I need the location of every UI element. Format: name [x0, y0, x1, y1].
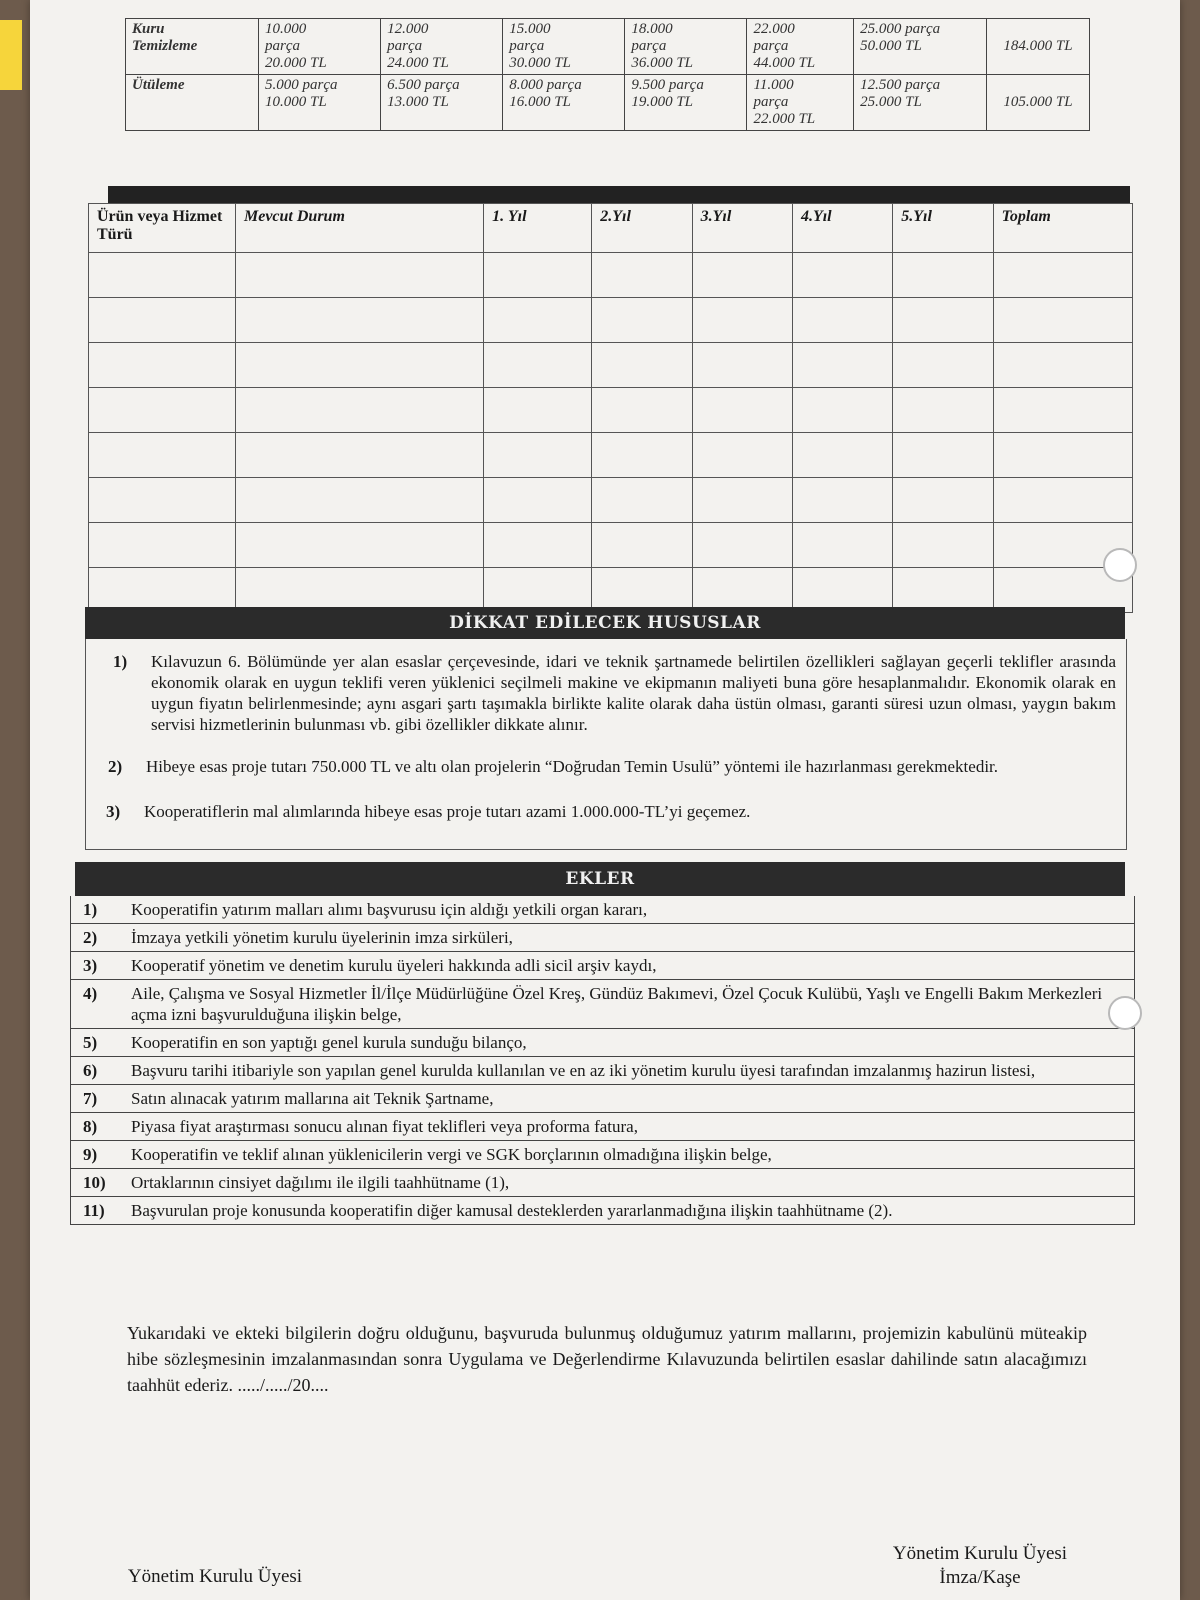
- item-number: 1): [83, 900, 98, 919]
- table-cell[interactable]: [89, 568, 236, 613]
- table-cell[interactable]: [484, 343, 592, 388]
- signature-subtitle: İmza/Kaşe: [939, 1567, 1021, 1588]
- right-signature: [850, 1542, 1110, 1590]
- item-text: Satın alınacak yatırım mallarına ait Teknik Şartname,: [131, 1089, 494, 1108]
- table-cell[interactable]: [484, 298, 592, 343]
- table-cell[interactable]: [792, 388, 892, 433]
- list-item: [70, 896, 1135, 924]
- note-text: Kılavuzun 6. Bölümünde yer alan esaslar çerçevesinde, idari ve teknik şartnamede belirtilen özellikleri sağlayan geçerli teklifler arasında ekonomik olarak en uygun teklifi veren yüklenici seçilmeli makine ve ekipmanın maliyeti buna göre hesaplanmalıdır. Ekonomik olarak en uygun fiyatın belirlenmesinde; aynı asgari şartı taşımakla birlikte kalite olarak daha üstün olması, garanti süresi uzun olması, yaygın bakım servisi hizmetlerinin bulunması vb. gibi özellikler dikkate alınır.: [151, 652, 1116, 734]
- table-cell[interactable]: [893, 568, 993, 613]
- pledge-text: Yukarıdaki ve ekteki bilgilerin doğru olduğunu, başvuruda bulunmuş olduğumuz yatırım mallarını, projemizin kabulünü müteakip hibe sözleşmesinin imzalanmasından sonra Uygulama ve Değerlendirme Kılavuzunda belirtilen esaslar dahilinde satın alacağımızı taahhüt ederiz. ...../...../20....: [127, 1323, 1087, 1395]
- row-total: 184.000 TL: [987, 19, 1090, 75]
- price-cell: 25.000 parça 50.000 TL: [854, 19, 987, 75]
- notes-title: DİKKAT EDİLECEK HUSUSLAR: [85, 607, 1125, 639]
- table-cell[interactable]: [484, 388, 592, 433]
- item-number: 5): [83, 1033, 98, 1052]
- table-row: [89, 478, 1133, 523]
- table-cell[interactable]: [484, 568, 592, 613]
- price-cell: 10.000 parça 20.000 TL: [259, 19, 381, 75]
- item-text: Ortaklarının cinsiyet dağılımı ile ilgili taahhütname (1),: [131, 1173, 510, 1192]
- note-number: 1): [113, 652, 128, 671]
- row-label: Ütüleme: [126, 75, 259, 131]
- list-item: [70, 952, 1135, 980]
- item-text: İmzaya yetkili yönetim kurulu üyelerinin imza sirküleri,: [131, 928, 513, 947]
- table-row: [89, 343, 1133, 388]
- punch-hole: [1108, 996, 1142, 1030]
- table-cell[interactable]: [89, 388, 236, 433]
- table-cell[interactable]: [692, 433, 792, 478]
- note-text: Kooperatiflerin mal alımlarında hibeye esas proje tutarı azami 1.000.000-TL’yi geçemez.: [144, 802, 751, 821]
- table-cell[interactable]: [89, 478, 236, 523]
- item-text: Kooperatifin ve teklif alınan yüklenicilerin vergi ve SGK borçlarının olmadığına ilişkin belge,: [131, 1145, 772, 1164]
- price-cell: 9.500 parça 19.000 TL: [625, 75, 747, 131]
- item-text: Başvuru tarihi itibariyle son yapılan genel kurulda kullanılan ve en az iki yönetim kurulu üyesi tarafından imzalanmış hazirun listesi,: [131, 1061, 1036, 1080]
- price-cell: 18.000 parça 36.000 TL: [625, 19, 747, 75]
- table-cell[interactable]: [893, 253, 993, 298]
- signature-title: Yönetim Kurulu Üyesi: [127, 1566, 303, 1587]
- item-text: Başvurulan proje konusunda kooperatifin diğer kamusal desteklerden yararlanmadığına ilişkin taahhütname (2).: [131, 1201, 893, 1220]
- item-text: Aile, Çalışma ve Sosyal Hizmetler İl/İlçe Müdürlüğüne Özel Kreş, Gündüz Bakımevi, Özel Çocuk Kulübü, Yaşlı ve Engelli Bakım Merkezleri açma izni başvurulduğuna ilişkin belge,: [131, 984, 1103, 1024]
- table-cell[interactable]: [236, 388, 484, 433]
- list-item: [70, 1197, 1135, 1225]
- list-item: [70, 1113, 1135, 1141]
- note-number: 3): [106, 802, 121, 821]
- row-label: Kuru Temizleme: [126, 19, 259, 75]
- list-item: [70, 1085, 1135, 1113]
- table-row: [89, 568, 1133, 613]
- price-cell: 11.000 parça 22.000 TL: [747, 75, 854, 131]
- table-cell[interactable]: [484, 523, 592, 568]
- item-text: Kooperatifin yatırım malları alımı başvurusu için aldığı yetkili organ kararı,: [131, 900, 648, 919]
- table-cell[interactable]: [89, 433, 236, 478]
- table-cell[interactable]: [993, 478, 1132, 523]
- table-cell[interactable]: [592, 388, 692, 433]
- table-cell[interactable]: [692, 298, 792, 343]
- table-cell[interactable]: [236, 568, 484, 613]
- item-number: 7): [83, 1089, 98, 1108]
- column-header: Mevcut Durum: [236, 204, 484, 253]
- column-header: 5.Yıl: [893, 204, 993, 253]
- table-cell[interactable]: [692, 523, 792, 568]
- table-cell[interactable]: [592, 343, 692, 388]
- column-header: 1. Yıl: [484, 204, 592, 253]
- list-item: [70, 1169, 1135, 1197]
- table-cell[interactable]: [893, 478, 993, 523]
- table-cell[interactable]: [893, 523, 993, 568]
- table-cell[interactable]: [692, 388, 792, 433]
- table-cell[interactable]: [993, 253, 1132, 298]
- list-item: [70, 1141, 1135, 1169]
- table-cell[interactable]: [89, 253, 236, 298]
- list-item: [70, 924, 1135, 952]
- table-cell[interactable]: [792, 478, 892, 523]
- item-number: 4): [83, 984, 98, 1003]
- table-cell[interactable]: [484, 433, 592, 478]
- table-cell[interactable]: [484, 253, 592, 298]
- column-header: Ürün veya Hizmet Türü: [89, 204, 236, 253]
- table-cell[interactable]: [236, 523, 484, 568]
- attachments-title: EKLER: [75, 862, 1125, 896]
- list-item: [70, 1057, 1135, 1085]
- table-row: [89, 298, 1133, 343]
- left-signature: [85, 1565, 345, 1589]
- table-cell[interactable]: [792, 523, 892, 568]
- table-cell[interactable]: [692, 478, 792, 523]
- list-item: [70, 1029, 1135, 1057]
- signature-title: Yönetim Kurulu Üyesi: [892, 1543, 1068, 1564]
- table-cell[interactable]: [792, 343, 892, 388]
- table-row: [89, 433, 1133, 478]
- table-cell[interactable]: [893, 343, 993, 388]
- price-cell: 5.000 parça 10.000 TL: [259, 75, 381, 131]
- table-cell[interactable]: [792, 568, 892, 613]
- table-cell[interactable]: [592, 433, 692, 478]
- notes-box: [85, 639, 1127, 850]
- column-header: 4.Yıl: [792, 204, 892, 253]
- table-cell[interactable]: [792, 253, 892, 298]
- item-number: 3): [83, 956, 98, 975]
- item-number: 10): [83, 1173, 106, 1192]
- price-cell: 6.500 parça 13.000 TL: [381, 75, 503, 131]
- table-cell[interactable]: [89, 523, 236, 568]
- price-cell: 22.000 parça 44.000 TL: [747, 19, 854, 75]
- table-cell[interactable]: [993, 388, 1132, 433]
- price-cell: 8.000 parça 16.000 TL: [503, 75, 625, 131]
- price-cell: 12.500 parça 25.000 TL: [854, 75, 987, 131]
- row-total: 105.000 TL: [987, 75, 1090, 131]
- item-number: 9): [83, 1145, 98, 1164]
- table-cell[interactable]: [993, 343, 1132, 388]
- document-page: [30, 0, 1180, 1600]
- table-cell[interactable]: [484, 478, 592, 523]
- attachments-list: [70, 896, 1135, 1225]
- table-cell[interactable]: [89, 298, 236, 343]
- item-number: 6): [83, 1061, 98, 1080]
- note-number: 2): [108, 757, 123, 776]
- column-header: 2.Yıl: [592, 204, 692, 253]
- price-cell: 12.000 parça 24.000 TL: [381, 19, 503, 75]
- table-cell[interactable]: [89, 343, 236, 388]
- table-cell[interactable]: [236, 298, 484, 343]
- table-row: [126, 19, 1090, 75]
- item-text: Kooperatif yönetim ve denetim kurulu üyeleri hakkında adli sicil arşiv kaydı,: [131, 956, 657, 975]
- table-cell[interactable]: [592, 253, 692, 298]
- table-cell[interactable]: [236, 343, 484, 388]
- note-item: [106, 801, 1119, 822]
- yearly-table: [88, 203, 1133, 613]
- table-header-row: [89, 204, 1133, 253]
- table-cell[interactable]: [592, 568, 692, 613]
- price-cell: 15.000 parça 30.000 TL: [503, 19, 625, 75]
- table-cell[interactable]: [592, 478, 692, 523]
- table-cell[interactable]: [893, 388, 993, 433]
- item-number: 8): [83, 1117, 98, 1136]
- table-cell[interactable]: [592, 298, 692, 343]
- table-row: [126, 75, 1090, 131]
- column-header: 3.Yıl: [692, 204, 792, 253]
- table-row: [89, 253, 1133, 298]
- table-cell[interactable]: [993, 298, 1132, 343]
- table-cell[interactable]: [692, 568, 792, 613]
- table-cell[interactable]: [592, 523, 692, 568]
- table-row: [89, 523, 1133, 568]
- table-cell[interactable]: [692, 343, 792, 388]
- item-text: Piyasa fiyat araştırması sonucu alınan fiyat teklifleri veya proforma fatura,: [131, 1117, 638, 1136]
- table-cell[interactable]: [236, 478, 484, 523]
- sticky-note: [0, 20, 22, 90]
- table-cell[interactable]: [692, 253, 792, 298]
- column-header: Toplam: [993, 204, 1132, 253]
- table-cell[interactable]: [993, 433, 1132, 478]
- price-table: [125, 18, 1090, 131]
- table-cell[interactable]: [792, 298, 892, 343]
- note-item: [108, 756, 1121, 777]
- punch-hole: [1103, 548, 1137, 582]
- table-row: [89, 388, 1133, 433]
- note-text: Hibeye esas proje tutarı 750.000 TL ve altı olan projelerin “Doğrudan Temin Usulü” yöntemi ile hazırlanması gerekmektedir.: [146, 757, 999, 776]
- table-cell[interactable]: [893, 433, 993, 478]
- table-cell[interactable]: [792, 433, 892, 478]
- item-number: 11): [83, 1201, 105, 1220]
- table-cell[interactable]: [236, 433, 484, 478]
- list-item: [70, 980, 1135, 1029]
- table-cell[interactable]: [236, 253, 484, 298]
- item-text: Kooperatifin en son yaptığı genel kurula sunduğu bilanço,: [131, 1033, 527, 1052]
- note-item: [113, 651, 1116, 735]
- table-cell[interactable]: [893, 298, 993, 343]
- item-number: 2): [83, 928, 98, 947]
